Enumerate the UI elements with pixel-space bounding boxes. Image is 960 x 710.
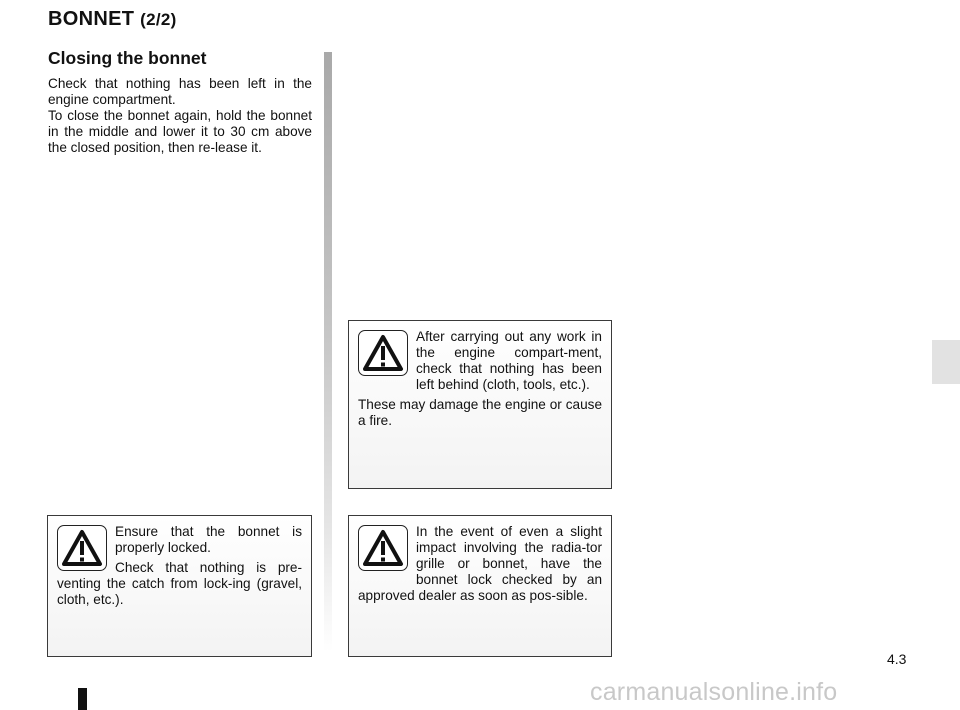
section-heading: Closing the bonnet (48, 48, 207, 68)
warning-text: These may damage the engine or cause a fire. (358, 397, 602, 428)
warning-text: In the event of even a slight impact involving the radia-tor grille or bonnet, have the bonnet lock checked by an approved dealer as soon as pos-sible. (358, 524, 602, 603)
page-title-part: (2/2) (140, 10, 177, 29)
warning-text: Ensure that the bonnet is properly locked. (115, 524, 302, 555)
warning-triangle-icon (358, 525, 408, 571)
intro-paragraph: Check that nothing has been left in the engine compartment. (48, 76, 312, 107)
corner-marker (78, 688, 87, 710)
page-title-text: BONNET (48, 8, 135, 30)
warning-triangle-icon (57, 525, 107, 571)
warning-text: After carrying out any work in the engine compart-ment, check that nothing has been left behind (cloth, tools, etc.). (416, 329, 602, 392)
warning-box-work (348, 320, 612, 489)
intro-text (48, 76, 312, 156)
page-number: 4.3 (887, 651, 907, 667)
warning-triangle-icon (358, 330, 408, 376)
column-divider (324, 52, 332, 652)
warning-box-impact (348, 515, 612, 657)
page-title (48, 8, 177, 31)
watermark: carmanualsonline.info (590, 678, 838, 706)
chapter-tab (932, 340, 960, 384)
intro-paragraph: To close the bonnet again, hold the bonnet in the middle and lower it to 30 cm above the closed position, then re-lease it. (48, 108, 312, 155)
warning-text: Check that nothing is pre-venting the catch from lock-ing (gravel, cloth, etc.). (57, 560, 302, 607)
warning-box-locked (47, 515, 312, 657)
